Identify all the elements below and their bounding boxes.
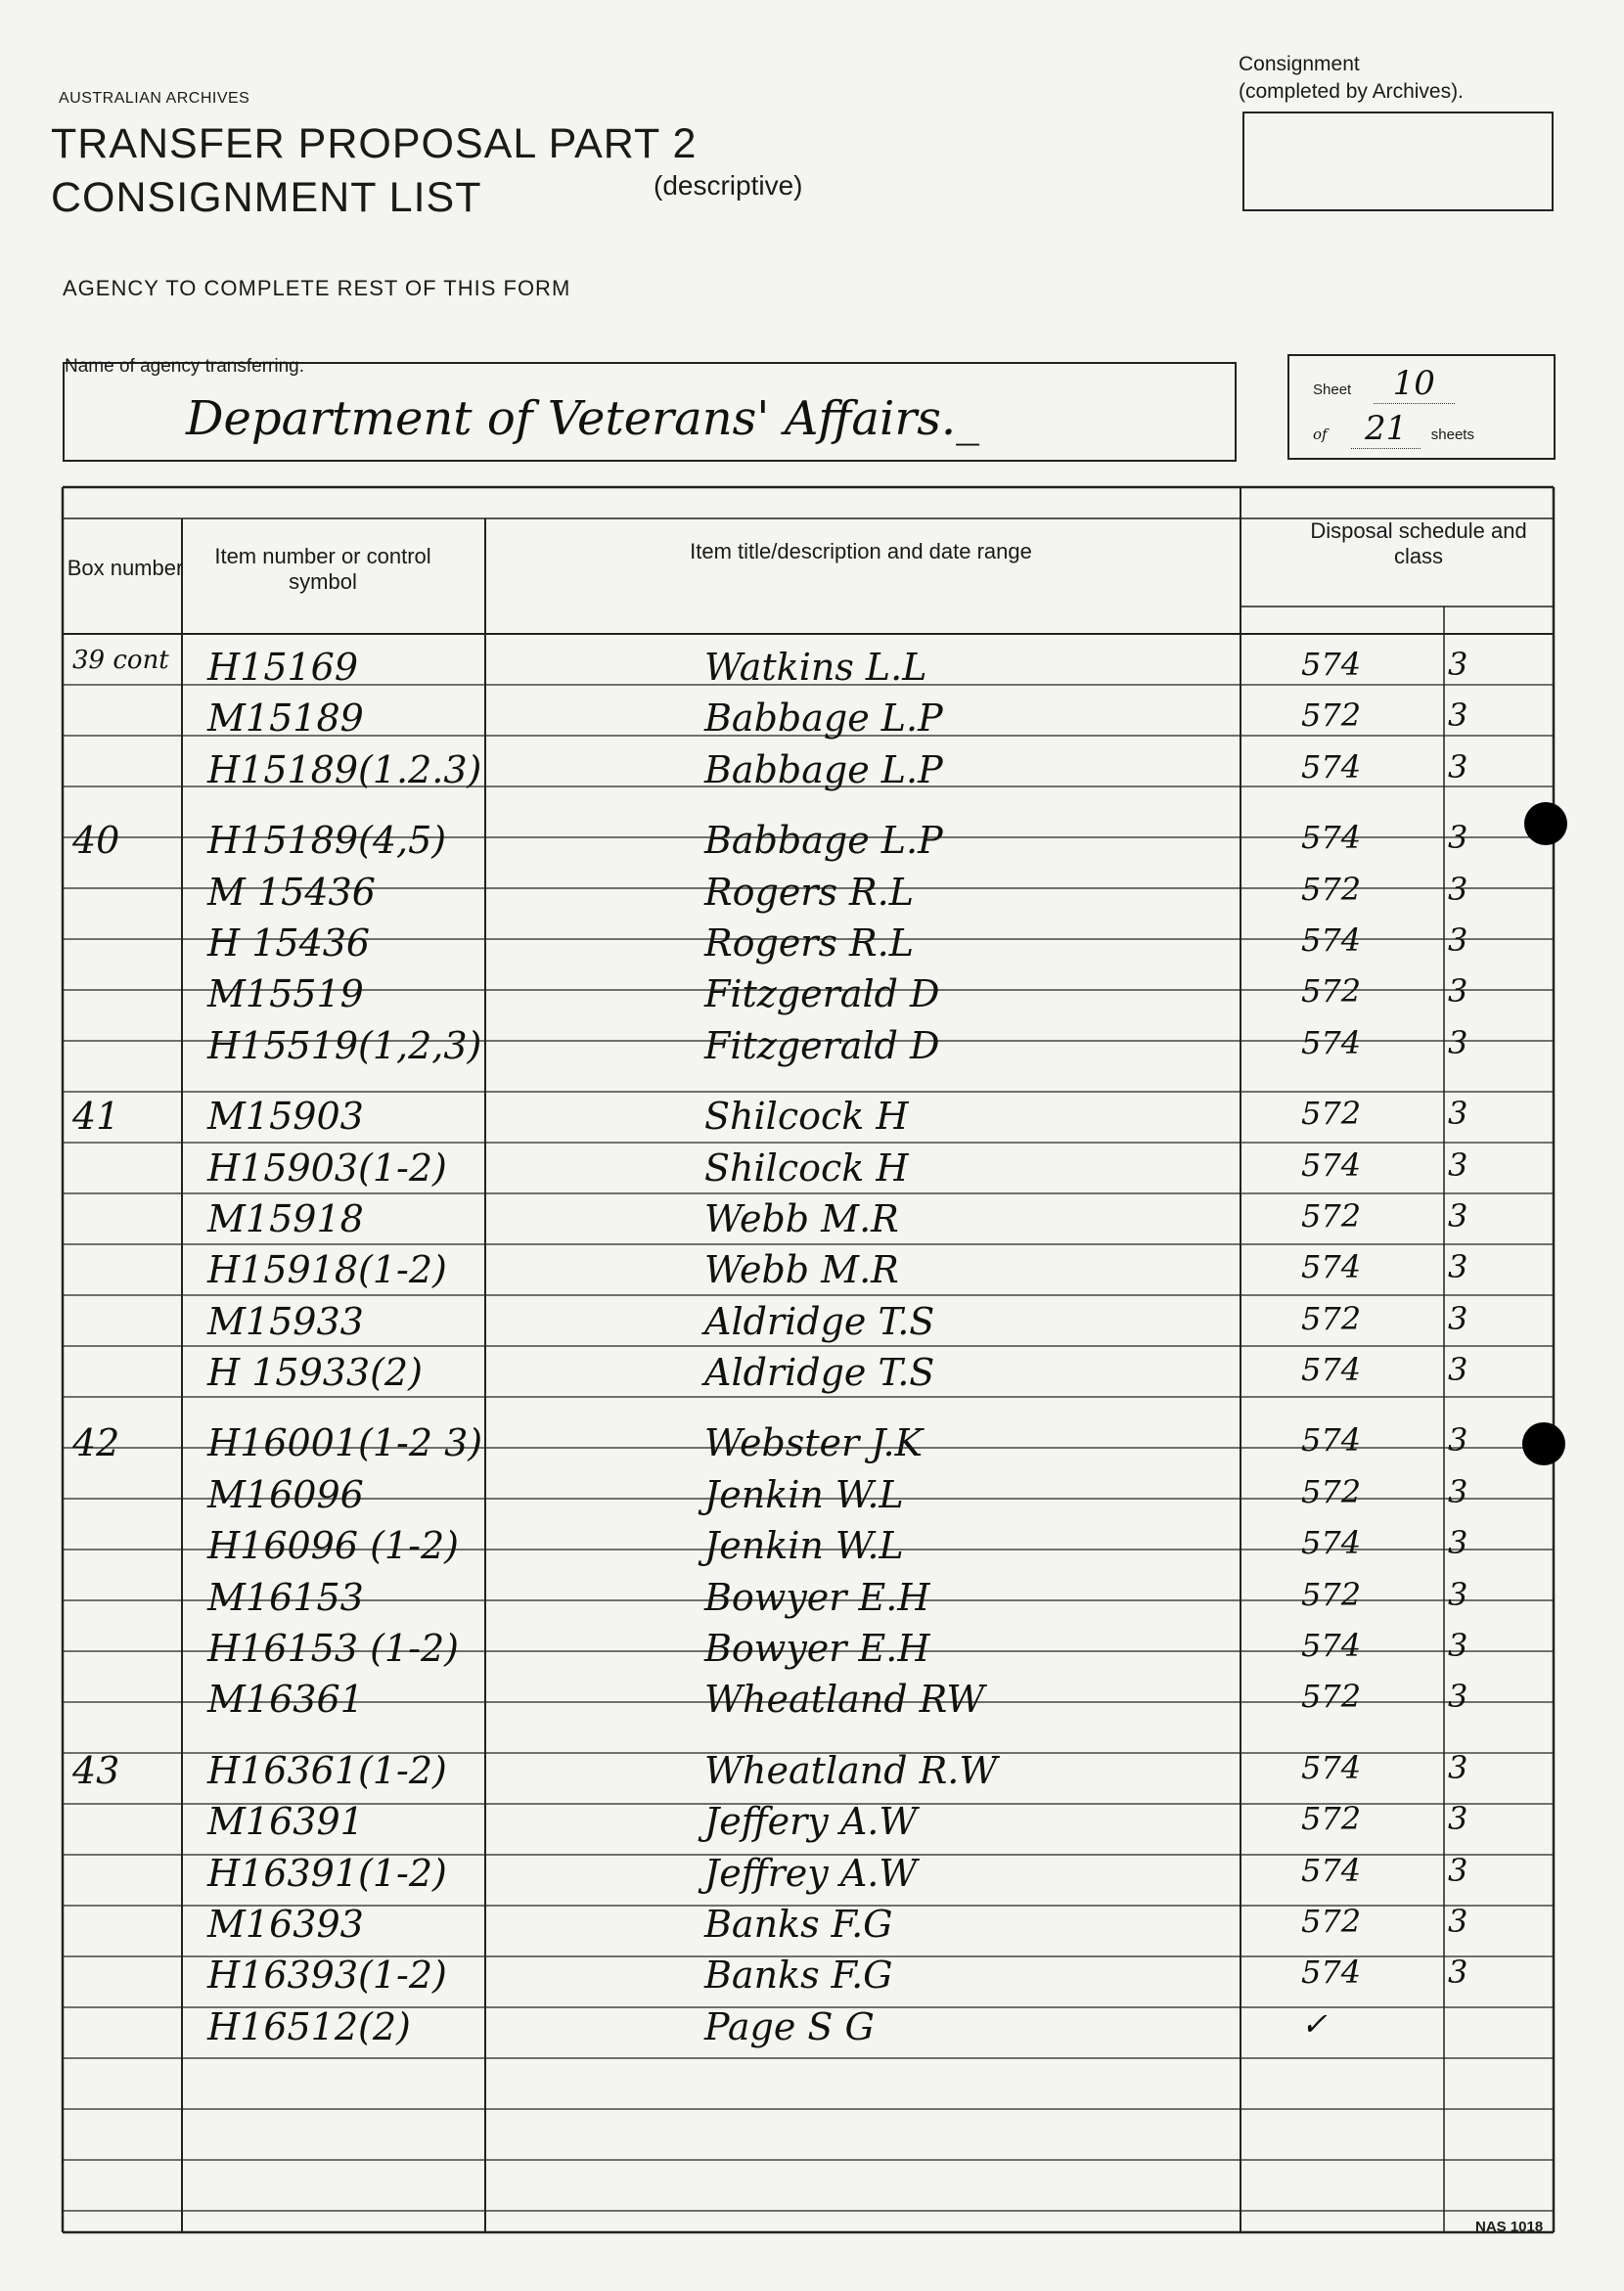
sheet-value: 10 <box>1374 364 1455 404</box>
disposal-schedule-cell: 572 <box>1301 870 1362 908</box>
disposal-class-cell: 3 <box>1448 870 1468 908</box>
of-label: of <box>1313 426 1328 443</box>
disposal-class-cell: 3 <box>1448 1351 1468 1389</box>
disposal-class-cell: 3 <box>1448 1023 1468 1061</box>
item-number-cell: H 15933(2) <box>207 1351 423 1395</box>
disposal-class-cell: 3 <box>1448 972 1468 1011</box>
disposal-schedule-cell: 574 <box>1301 1748 1362 1786</box>
disposal-schedule-cell: 574 <box>1301 1524 1362 1562</box>
punch-hole-icon <box>1524 802 1567 845</box>
item-number-cell: H16153 (1-2) <box>207 1627 459 1671</box>
disposal-class-cell: 3 <box>1448 921 1468 959</box>
disposal-schedule-cell: 574 <box>1301 1627 1362 1665</box>
item-number-cell: H16512(2) <box>207 2004 411 2048</box>
item-number-cell: M16391 <box>207 1800 364 1844</box>
disposal-schedule-cell: 574 <box>1301 646 1362 683</box>
disposal-class-cell: 3 <box>1448 1851 1468 1889</box>
header-box-number: Box number <box>67 556 184 580</box>
disposal-class-cell: 3 <box>1448 1575 1468 1613</box>
disposal-class-cell: 3 <box>1448 1196 1468 1235</box>
header-item-number: Item number or control symbol <box>214 544 431 594</box>
box-number-cell: 40 <box>72 819 120 863</box>
disposal-class-cell: 3 <box>1448 1472 1468 1510</box>
box-number-cell: 39 cont <box>72 646 169 675</box>
disposal-class-cell: 3 <box>1448 1954 1468 1992</box>
disposal-class-cell: 3 <box>1448 1902 1468 1940</box>
disposal-class-cell: 3 <box>1448 819 1468 857</box>
item-number-cell: H15169 <box>207 646 359 689</box>
item-title-cell: Page S G <box>704 2004 875 2048</box>
item-number-cell: H16391(1-2) <box>207 1851 447 1895</box>
sheets-label: sheets <box>1430 427 1474 443</box>
disposal-class-cell: 3 <box>1448 1299 1468 1337</box>
form-title-line2: CONSIGNMENT LIST <box>51 174 482 221</box>
disposal-schedule-cell: 572 <box>1301 696 1362 735</box>
item-number-cell: M16361 <box>207 1678 364 1722</box>
disposal-class-cell: 3 <box>1448 1248 1468 1286</box>
consignment-label-line2: (completed by Archives). <box>1239 80 1464 103</box>
item-title-cell: Watkins L.L <box>704 646 927 689</box>
organisation-name: AUSTRALIAN ARCHIVES <box>59 90 250 107</box>
item-number-cell: M15933 <box>207 1299 364 1343</box>
item-number-cell: M16096 <box>207 1472 364 1516</box>
disposal-schedule-cell: 572 <box>1301 1196 1362 1235</box>
item-number-cell: H16001(1-2 3) <box>207 1421 483 1465</box>
box-number-cell: 41 <box>72 1095 120 1139</box>
disposal-schedule-cell: 572 <box>1301 1575 1362 1613</box>
disposal-schedule-cell: 574 <box>1301 747 1362 786</box>
form-title-line1: TRANSFER PROPOSAL PART 2 <box>51 120 698 167</box>
disposal-class-cell: 3 <box>1448 1748 1468 1786</box>
item-title-cell: Banks F.G <box>704 1954 893 1998</box>
disposal-schedule-cell: 574 <box>1301 1851 1362 1889</box>
agency-instruction: AGENCY TO COMPLETE REST OF THIS FORM <box>63 276 571 300</box>
disposal-schedule-cell: 574 <box>1301 1146 1362 1184</box>
item-title-cell: Wheatland R.W <box>704 1748 998 1792</box>
item-number-cell: H15519(1,2,3) <box>207 1023 482 1067</box>
disposal-class-cell: 3 <box>1448 1678 1468 1716</box>
disposal-schedule-cell: 572 <box>1301 1800 1362 1838</box>
disposal-class-cell: 3 <box>1448 1146 1468 1184</box>
box-number-cell: 43 <box>72 1748 120 1792</box>
item-number-cell: H 15436 <box>207 921 371 965</box>
disposal-schedule-cell: 572 <box>1301 1472 1362 1510</box>
item-number-cell: M 15436 <box>207 870 376 914</box>
disposal-class-cell: 3 <box>1448 747 1468 786</box>
item-number-cell: H16393(1-2) <box>207 1954 447 1998</box>
header-disposal: Disposal schedule and class <box>1310 518 1527 568</box>
disposal-schedule-cell: 574 <box>1301 1248 1362 1286</box>
item-number-cell: H16096 (1-2) <box>207 1524 459 1568</box>
item-title-cell: Shilcock H <box>704 1146 909 1190</box>
item-title-cell: Banks F.G <box>704 1902 893 1946</box>
disposal-schedule-cell: 572 <box>1301 1095 1362 1133</box>
box-number-cell: 42 <box>72 1421 120 1465</box>
item-title-cell: Babbage L.P <box>704 819 943 863</box>
consignment-label-line1: Consignment <box>1239 53 1360 75</box>
disposal-schedule-cell: 574 <box>1301 1351 1362 1389</box>
disposal-schedule-cell: 574 <box>1301 1421 1362 1460</box>
item-number-cell: M15918 <box>207 1196 364 1240</box>
disposal-class-cell: 3 <box>1448 646 1468 683</box>
punch-hole-icon <box>1522 1422 1565 1465</box>
disposal-schedule-cell: 572 <box>1301 1299 1362 1337</box>
item-title-cell: Wheatland RW <box>704 1678 985 1722</box>
disposal-schedule-cell: 572 <box>1301 1678 1362 1716</box>
item-title-cell: Jeffrey A.W <box>704 1851 918 1895</box>
item-title-cell: Aldridge T.S <box>704 1351 935 1395</box>
item-title-cell: Babbage L.P <box>704 696 943 741</box>
disposal-schedule-cell: 572 <box>1301 1902 1362 1940</box>
item-title-cell: Rogers R.L <box>704 921 914 965</box>
item-number-cell: M15519 <box>207 972 364 1016</box>
disposal-schedule-cell: 574 <box>1301 819 1362 857</box>
item-title-cell: Jenkin W.L <box>704 1472 904 1516</box>
item-title-cell: Rogers R.L <box>704 870 914 914</box>
item-number-cell: M15903 <box>207 1095 364 1139</box>
item-number-cell: H15189(1.2.3) <box>207 747 482 791</box>
item-number-cell: M15189 <box>207 696 364 741</box>
item-title-cell: Aldridge T.S <box>704 1299 935 1343</box>
item-title-cell: Bowyer E.H <box>704 1627 930 1671</box>
item-number-cell: H15189(4,5) <box>207 819 447 863</box>
disposal-class-cell: 3 <box>1448 1627 1468 1665</box>
disposal-schedule-cell: 574 <box>1301 1954 1362 1992</box>
of-value: 21 <box>1351 409 1421 449</box>
item-title-cell: Fitzgerald D <box>704 972 940 1016</box>
disposal-schedule-cell: 572 <box>1301 972 1362 1011</box>
item-number-cell: M16153 <box>207 1575 364 1619</box>
disposal-class-cell: 3 <box>1448 1095 1468 1133</box>
form-title-sub: (descriptive) <box>654 170 803 201</box>
item-number-cell: H16361(1-2) <box>207 1748 447 1792</box>
disposal-schedule-cell: ✓ <box>1301 2004 1328 2043</box>
item-title-cell: Shilcock H <box>704 1095 909 1139</box>
header-item-title: Item title/description and date range <box>690 539 1032 563</box>
item-title-cell: Webster J.K <box>704 1421 924 1465</box>
agency-label: Name of agency transferring. <box>65 356 305 377</box>
disposal-class-cell: 3 <box>1448 1524 1468 1562</box>
disposal-schedule-cell: 574 <box>1301 1023 1362 1061</box>
item-number-cell: H15918(1-2) <box>207 1248 447 1292</box>
agency-value: Department of Veterans' Affairs._ <box>186 391 980 446</box>
item-title-cell: Jeffery A.W <box>704 1800 918 1844</box>
item-number-cell: H15903(1-2) <box>207 1146 447 1190</box>
disposal-class-cell: 3 <box>1448 696 1468 735</box>
disposal-schedule-cell: 574 <box>1301 921 1362 959</box>
disposal-class-cell: 3 <box>1448 1421 1468 1460</box>
form-code: NAS 1018 <box>1475 2219 1544 2235</box>
item-title-cell: Webb M.R <box>704 1196 899 1240</box>
sheet-label: Sheet <box>1313 382 1352 398</box>
item-title-cell: Webb M.R <box>704 1248 899 1292</box>
item-title-cell: Bowyer E.H <box>704 1575 930 1619</box>
item-title-cell: Babbage L.P <box>704 747 943 791</box>
disposal-class-cell: 3 <box>1448 1800 1468 1838</box>
item-number-cell: M16393 <box>207 1902 364 1946</box>
item-title-cell: Jenkin W.L <box>704 1524 904 1568</box>
item-title-cell: Fitzgerald D <box>704 1023 940 1067</box>
